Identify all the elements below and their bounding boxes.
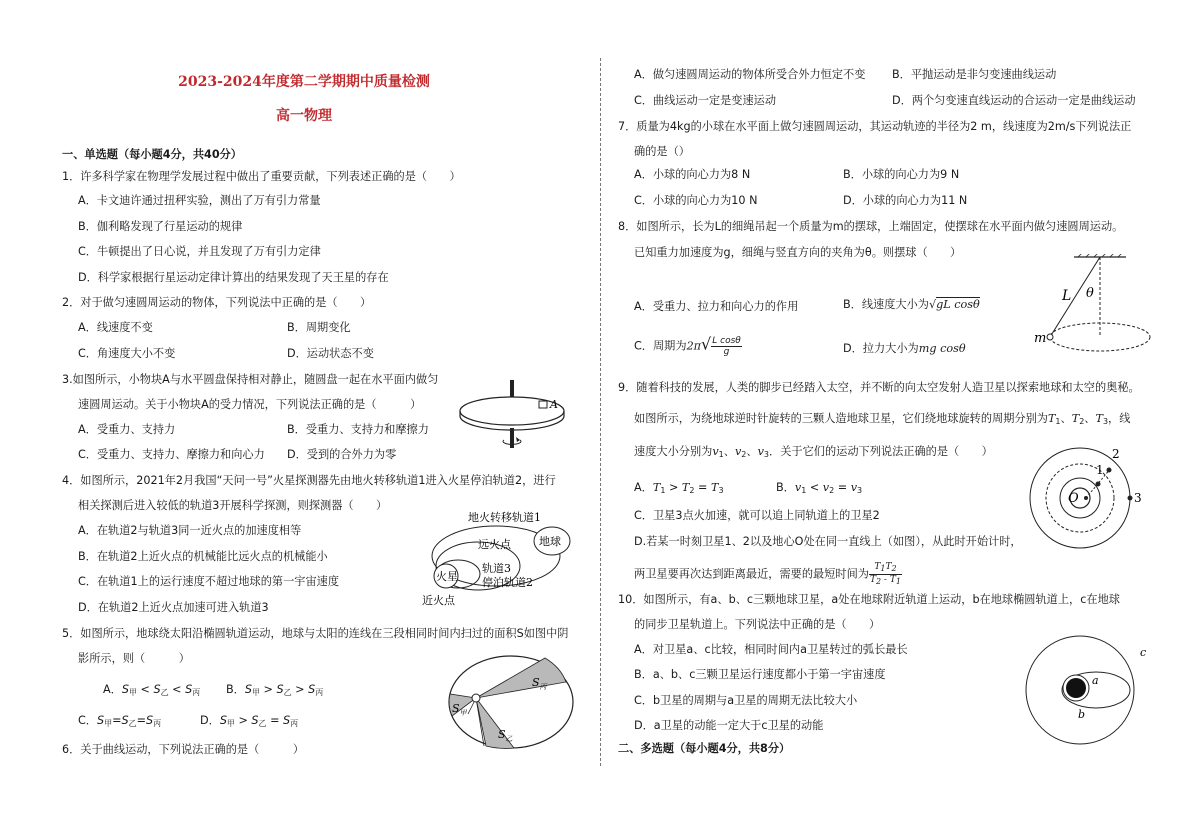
satellite-3-icon [1128,496,1133,501]
q1-option-b: B．伽利略发现了行星运动的规律 [78,220,243,233]
q1-option-d: D．科学家根据行星运动定律计算出的结果发现了天王星的存在 [78,271,389,284]
q7-option-a: A．小球的向心力为8 N [634,168,751,181]
q5-fig-s-jia: $S_甲$ [452,702,467,717]
section-heading-multi-choice: 二、多选题（每小题4分，共8分） [618,742,791,755]
q4-fig-mars-label: 火星 [436,570,458,583]
q9-option-a: A．$T_1 > T_2 = T_3$ [634,481,724,495]
q8-fig-m-label: m [1034,331,1047,346]
q4-stem-line2: 相关探测后进入较低的轨道3开展科学探测，则探测器（ ） [78,499,388,512]
q4-fig-earth-label: 地球 [539,535,561,548]
q4-fig-orbit3-label: 轨道3 [482,562,511,575]
q6-stem: 6．关于曲线运动，下列说法正确的是（ ） [62,743,305,756]
pendulum-bob-icon [1047,334,1053,340]
q1-option-a: A．卡文迪许通过扭秤实验，测出了万有引力常量 [78,194,321,207]
q6-option-d: D．两个匀变速直线运动的合运动一定是曲线运动 [892,94,1136,107]
q8-option-b: B．线速度大小为√gL cosθ [843,298,980,311]
q9-option-d-line2: 两卫星要再次达到距离最近，需要的最短时间为 $\frac{T1T2}{T2 - T1}$ [634,562,901,586]
q5-stem-line1: 5．如图所示，地球绕太阳沿椭圆轨道运动，地球与太阳的连线在三段相同时间内扫过的面积S如图中阴 [62,627,569,640]
q8-stem-line2: 已知重力加速度为g，细绳与竖直方向的夹角为θ。则摆球（ ） [634,246,962,259]
exam-title: 2023-2024年度第二学期期中质量检测 [178,74,430,90]
q4-mars-orbit-figure [418,508,578,608]
q5-fig-s-yi: $S_乙$ [498,728,513,743]
q4-fig-transfer-label: 地火转移轨道1 [468,511,541,524]
q1-stem: 1．许多科学家在物理学发展过程中做出了重要贡献，下列表述正确的是（ ） [62,170,461,183]
q5-option-a: A．$S_甲 < S_乙 < S_丙$ [103,683,201,697]
q9-option-c: C．卫星3点火加速，就可以追上同轨道上的卫星2 [634,509,880,522]
q2-option-b: B．周期变化 [287,321,351,334]
q8-fig-l-label: L [1062,288,1072,304]
q7-option-d: D．小球的向心力为11 N [843,194,968,207]
exam-subtitle: 高一物理 [276,108,332,124]
q4-fig-near-label: 近火点 [422,594,455,607]
q4-fig-far-label: 远火点 [478,538,511,551]
q7-option-b: B．小球的向心力为9 N [843,168,960,181]
q4-fig-park-label: 停泊轨道2 [482,576,533,589]
q7-stem-line1: 7．质量为4kg的小球在水平面上做匀速圆周运动，其运动轨迹的半径为2 m，线速度为2m/s下列说法正 [618,120,1132,133]
q3-option-c: C．受重力、支持力、摩擦力和向心力 [78,448,265,461]
q10-fig-a-label: a [1092,674,1099,687]
q9-option-b: B．$v_1 < v_2 = v_3$ [776,481,863,495]
q10-option-a: A．对卫星a、c比较，相同时间内a卫星转过的弧长最长 [634,643,908,656]
q3-option-d: D．受到的合外力为零 [287,448,397,461]
q2-option-a: A．线速度不变 [78,321,153,334]
q10-option-b: B．a、b、c三颗卫星运行速度都小于第一宇宙速度 [634,668,886,681]
q8-option-c: C．周期为2π√ $\frac{\text{L cosθ}}{g}$ [634,334,741,357]
q8-option-a: A．受重力、拉力和向心力的作用 [634,300,799,313]
q9-fig-o-label: O [1068,491,1079,506]
q2-option-c: C．角速度大小不变 [78,347,176,360]
q10-option-c: C．b卫星的周期与a卫星的周期无法比较大小 [634,694,858,707]
q8-option-d: D．拉力大小为mg cosθ [843,342,966,355]
q7-stem-line2: 确的是（） [634,145,690,158]
q3-option-b: B．受重力、支持力和摩擦力 [287,423,429,436]
column-divider [600,58,601,766]
section-heading-single-choice: 一、单选题（每小题4分，共40分） [62,148,242,161]
q9-fig-1-label: 1 [1096,463,1104,477]
q9-fig-3-label: 3 [1134,491,1142,505]
q9-satellite-orbits-figure [1028,444,1148,556]
q4-option-a: A．在轨道2与轨道3同一近火点的加速度相等 [78,524,302,537]
q10-stem-line1: 10．如图所示，有a、b、c三颗地球卫星，a处在地球附近轨道上运动，b在地球椭圆轨道上，c在地球 [618,593,1120,606]
q3-rotating-disk-figure [452,378,582,450]
q4-stem-line1: 4．如图所示，2021年2月我国“天问一号”火星探测器先由地火转移轨道1进入火星停泊轨道2，进行 [62,474,556,487]
q10-stem-line2: 的同步卫星轨道上。下列说法中正确的是（ ） [634,618,881,631]
q4-option-c: C．在轨道1上的运行速度不超过地球的第一宇宙速度 [78,575,340,588]
q8-stem-line1: 8．如图所示，长为L的细绳吊起一个质量为m的摆球，上端固定，使摆球在水平面内做匀速圆周运动。 [618,220,1124,233]
q2-option-d: D．运动状态不变 [287,347,374,360]
earth-icon [1066,678,1086,698]
q8-conical-pendulum-figure [1030,254,1170,370]
q10-option-d: D．a卫星的动能一定大于c卫星的动能 [634,719,824,732]
q5-kepler-ellipse-figure [446,652,576,752]
q9-stem-line2: 如图所示，为绕地球逆时针旋转的三颗人造地球卫星，它们绕地球旋转的周期分别为$T_1$、$T_2$、$T_3$，线 [634,412,1131,426]
q5-stem-line2: 影所示，则（ ） [78,652,190,665]
q5-option-d: D．$S_甲 > S_乙 = S_丙$ [200,714,299,728]
q9-stem-line1: 9．随着科技的发展，人类的脚步已经踏入太空，并不断的向太空发射人造卫星以探索地球和太空的奥秘。 [618,381,1140,394]
q10-fig-c-label: c [1140,646,1147,659]
block-a-icon [539,401,547,408]
q6-option-c: C．曲线运动一定是变速运动 [634,94,777,107]
q8-fig-theta-label: θ [1086,286,1094,301]
q7-option-c: C．小球的向心力为10 N [634,194,758,207]
q3-fig-label-a: A [550,398,558,411]
q4-option-d: D．在轨道2上近火点加速可进入轨道3 [78,601,269,614]
q3-stem-line1: 3.如图所示，小物块A与水平圆盘保持相对静止，随圆盘一起在水平面内做匀 [62,373,439,386]
q5-option-b: B．$S_甲 > S_乙 > S_丙$ [226,683,324,697]
q9-stem-line3: 速度大小分别为$v_1$、$v_2$、$v_3$．关于它们的运动下列说法正确的是（ ） [634,445,993,459]
q2-stem: 2．对于做匀速圆周运动的物体，下列说法中正确的是（ ） [62,296,372,309]
q10-fig-b-label: b [1078,708,1086,721]
q3-option-a: A．受重力、支持力 [78,423,176,436]
satellite-2-icon [1107,468,1112,473]
q9-fig-2-label: 2 [1112,447,1120,461]
q1-option-c: C．牛顿提出了日心说，并且发现了万有引力定律 [78,245,321,258]
q6-option-b: B．平抛运动是非匀变速曲线运动 [892,68,1057,81]
q3-stem-line2: 速圆周运动。关于小物块A的受力情况，下列说法正确的是（ ） [78,398,422,411]
q5-option-c: C．$S_甲=S_乙=S_丙$ [78,714,162,728]
q9-option-d-line1: D.若某一时刻卫星1、2以及地心O处在同一直线上（如图），从此时开始计时， [634,535,1022,548]
q4-option-b: B．在轨道2上近火点的机械能比远火点的机械能小 [78,550,328,563]
sun-icon [472,694,480,702]
q6-option-a: A．做匀速圆周运动的物体所受合外力恒定不变 [634,68,866,81]
q10-satellite-orbits-figure [1024,630,1164,750]
satellite-1-icon [1096,482,1101,487]
q5-fig-s-bing: $S_丙$ [532,676,547,691]
